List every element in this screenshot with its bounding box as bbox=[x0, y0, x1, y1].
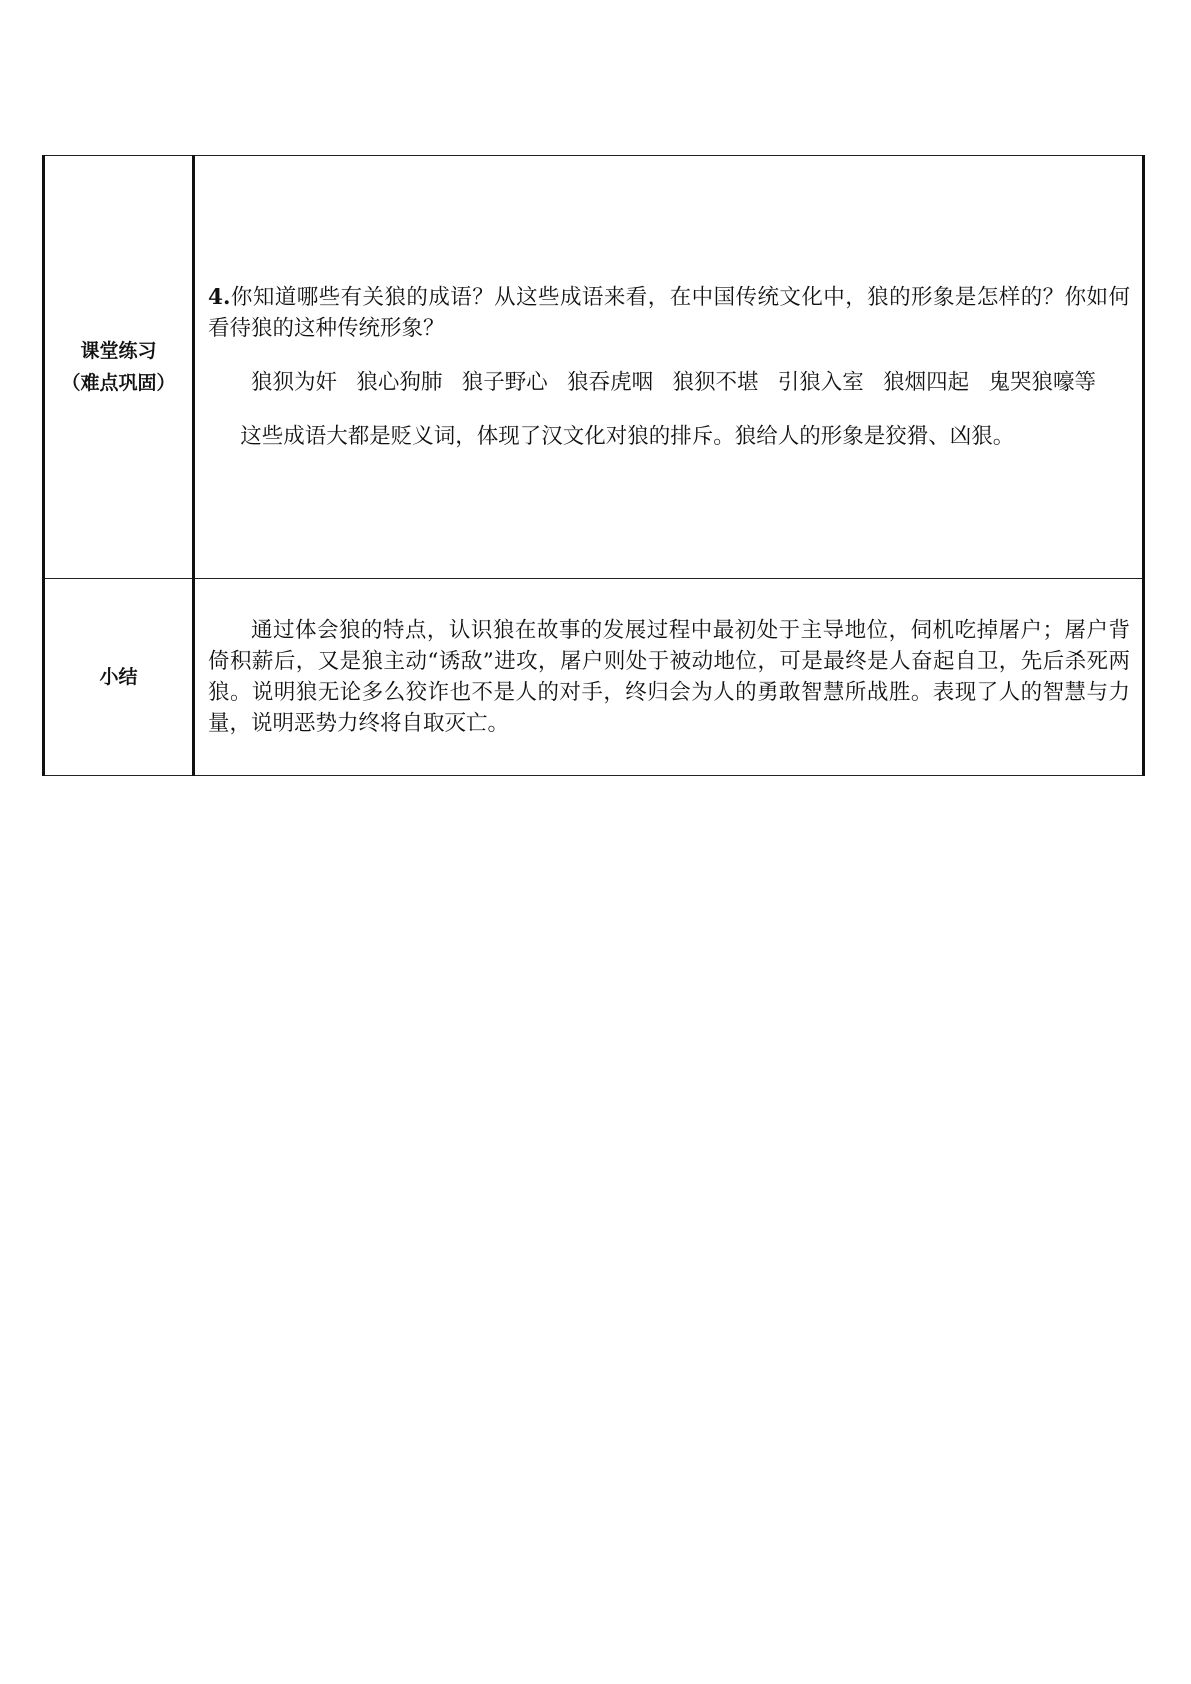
idiom-item: 狼烟四起 bbox=[883, 370, 970, 395]
question-paragraph bbox=[208, 282, 1130, 344]
question-text: 你知道哪些有关狼的成语？从这些成语来看，在中国传统文化中，狼的形象是怎样的？你如何看待狼的这种传统形象？ bbox=[208, 285, 1130, 341]
idiom-item: 引狼入室 bbox=[777, 370, 864, 395]
table-row-classroom-exercise bbox=[44, 156, 1144, 579]
exercise-content-cell bbox=[194, 156, 1144, 579]
row-label-classroom-exercise bbox=[44, 156, 194, 579]
idiom-item: 狼狈不堪 bbox=[672, 370, 759, 395]
idiom-item: 狼狈为奸 bbox=[251, 370, 338, 395]
lesson-plan-table bbox=[42, 155, 1145, 776]
label-summary: 小结 bbox=[99, 666, 138, 688]
label-classroom-exercise: 课堂练习 bbox=[80, 340, 157, 362]
paragraph-spacer bbox=[208, 398, 1130, 421]
label-difficulty-consolidation: （难点巩固） bbox=[61, 372, 176, 394]
question-number: 4. bbox=[208, 285, 231, 310]
idiom-item: 狼吞虎咽 bbox=[567, 370, 654, 395]
table-row-summary bbox=[44, 579, 1144, 776]
paragraph-spacer bbox=[208, 344, 1130, 367]
summary-content-cell bbox=[194, 579, 1144, 776]
idiom-item: 狼子野心 bbox=[461, 370, 548, 395]
idiom-list bbox=[208, 367, 1130, 398]
row-label-summary bbox=[44, 579, 194, 776]
idiom-item: 鬼哭狼嚎等 bbox=[988, 370, 1097, 395]
summary-paragraph: 通过体会狼的特点，认识狼在故事的发展过程中最初处于主导地位，伺机吃掉屠户；屠户背倚积薪后，又是狼主动“诱敌”进攻，屠户则处于被动地位，可是最终是人奋起自卫，先后杀死两狼。说明狼无论多么狡诈也不是人的对手，终归会为人的勇敢智慧所战胜。表现了人的智慧与力量，说明恶势力终将自取灭亡。 bbox=[208, 618, 1130, 736]
idiom-item: 狼心狗肺 bbox=[356, 370, 443, 395]
answer-paragraph: 这些成语大都是贬义词，体现了汉文化对狼的排斥。狼给人的形象是狡猾、凶狠。 bbox=[240, 424, 1015, 449]
